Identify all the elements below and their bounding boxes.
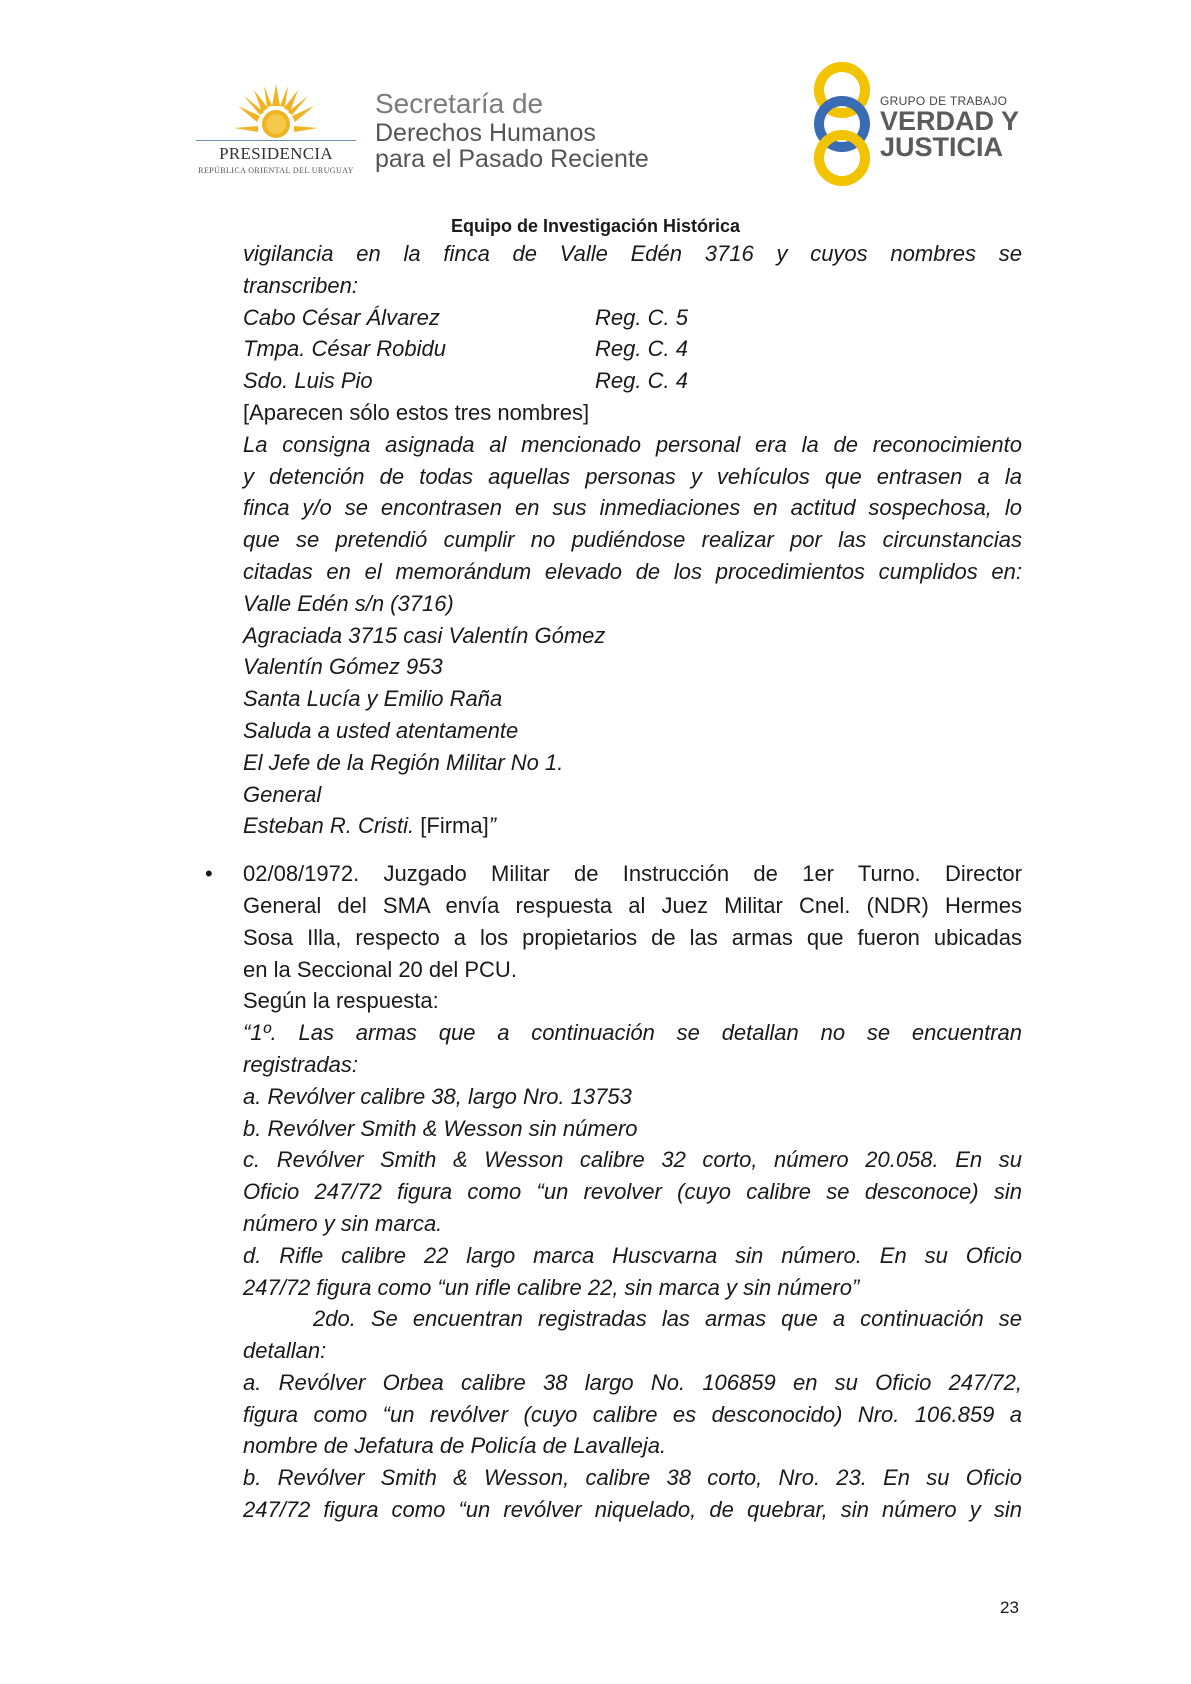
text-line: a. Revólver calibre 38, largo Nro. 13753 — [243, 1083, 632, 1109]
text-line: detallan: — [243, 1338, 327, 1364]
text-line: Oficio 247/72 figura como “un revolver (cuyo calibre se desconoce) sin — [243, 1179, 1022, 1205]
text-line: 02/08/1972. Juzgado Militar de Instrucción de 1er Turno. Director — [243, 861, 1022, 887]
text-line: d. Rifle calibre 22 largo marca Huscvarna sin número. En su Oficio — [243, 1242, 1022, 1268]
logo-divider — [196, 140, 356, 141]
sun-emblem-icon — [234, 84, 318, 142]
grupo-trabajo-title — [880, 94, 1019, 160]
text-line: transcriben: — [243, 272, 358, 298]
presidencia-label: PRESIDENCIA — [219, 144, 333, 163]
grupo-line-2: VERDAD Y — [880, 106, 1020, 136]
address-line: Valentín Gómez 953 — [243, 654, 443, 680]
text-line: b. Revólver Smith & Wesson sin número — [243, 1115, 638, 1141]
text-line: 2do. Se encuentran registradas las armas que a continuación se — [313, 1306, 1022, 1332]
signatory-name: Esteban R. Cristi. — [243, 813, 415, 839]
document-body — [205, 238, 1022, 1526]
grupo-line-1: GRUPO DE TRABAJO — [880, 94, 1008, 108]
verdad-justicia-rings-icon — [806, 62, 878, 186]
text-line: La consigna asignada al mencionado personal era la de reconocimiento — [243, 431, 1022, 457]
bullet-icon: • — [205, 861, 213, 887]
text-line: 247/72 figura como “un rifle calibre 22, sin marca y sin número” — [243, 1274, 860, 1300]
editor-note: [Aparecen sólo estos tres nombres] — [243, 399, 590, 425]
signature-line — [243, 810, 1022, 842]
text-line: 247/72 figura como “un revólver niquelado, de quebrar, sin número y sin — [243, 1497, 1022, 1523]
text-line: c. Revólver Smith & Wesson calibre 32 corto, número 20.058. En su — [243, 1147, 1022, 1173]
presidencia-logo — [196, 84, 356, 184]
text-line: y detención de todas aquellas personas y vehículos que entrasen a la — [243, 463, 1022, 489]
personnel-row — [243, 333, 1022, 365]
personnel-name: Cabo César Álvarez — [243, 304, 440, 330]
personnel-reg: Reg. C. 5 — [595, 304, 688, 330]
secretaria-line-2: Derechos Humanos — [375, 119, 596, 147]
text-line: General del SMA envía respuesta al Juez Militar Cnel. (NDR) Hermes — [243, 892, 1022, 918]
list-item — [205, 858, 1022, 1526]
grupo-line-3: JUSTICIA — [880, 132, 1004, 162]
text-line: “1º. Las armas que a continuación se detallan no se encuentran — [243, 1020, 1022, 1046]
signature-line: Saluda a usted atentamente — [243, 717, 519, 743]
team-heading: Equipo de Investigación Histórica — [450, 216, 741, 236]
secretaria-title — [375, 90, 649, 172]
text-line: número y sin marca. — [243, 1210, 443, 1236]
republica-label: REPÚBLICA ORIENTAL DEL URUGUAY — [198, 166, 354, 175]
address-line: Agraciada 3715 casi Valentín Gómez — [243, 622, 606, 648]
text-line: vigilancia en la finca de Valle Edén 3716 y cuyos nombres se — [243, 241, 1022, 266]
secretaria-line-3: para el Pasado Reciente — [375, 145, 649, 173]
page-number: 23 — [1000, 1598, 1019, 1617]
text-line: figura como “un revólver (cuyo calibre es desconocido) Nro. 106.859 a — [243, 1401, 1022, 1427]
text-line: registradas: — [243, 1051, 358, 1077]
personnel-reg: Reg. C. 4 — [595, 336, 688, 362]
personnel-reg: Reg. C. 4 — [595, 368, 688, 394]
text-line: finca y/o se encontrasen en sus inmediaciones en actitud sospechosa, lo — [243, 495, 1022, 521]
personnel-row — [243, 302, 1022, 334]
text-line: citadas en el memorándum elevado de los procedimientos cumplidos en: — [243, 558, 1022, 584]
text-line: que se pretendió cumplir no pudiéndose realizar por las circunstancias — [243, 527, 1022, 553]
firma-note: [Firma] — [414, 813, 489, 839]
personnel-name: Tmpa. César Robidu — [243, 336, 446, 362]
text-line: nombre de Jefatura de Policía de Lavalleja. — [243, 1433, 667, 1459]
text-line: Según la respuesta: — [243, 988, 439, 1014]
text-line: Sosa Illa, respecto a los propietarios de las armas que fueron ubicadas — [243, 924, 1022, 950]
closing-quote: ” — [488, 813, 497, 839]
personnel-row — [243, 365, 1022, 397]
address-line: Santa Lucía y Emilio Raña — [243, 686, 503, 712]
address-line: Valle Edén s/n (3716) — [243, 590, 454, 616]
text-line: b. Revólver Smith & Wesson, calibre 38 corto, Nro. 23. En su Oficio — [243, 1465, 1022, 1491]
signature-line: General — [243, 781, 322, 807]
personnel-name: Sdo. Luis Pio — [243, 368, 373, 394]
text-line: a. Revólver Orbea calibre 38 largo No. 106859 en su Oficio 247/72, — [243, 1369, 1022, 1395]
signature-line: El Jefe de la Región Militar No 1. — [243, 749, 564, 775]
text-line: en la Seccional 20 del PCU. — [243, 956, 517, 982]
secretaria-line-1: Secretaría de — [375, 88, 544, 119]
